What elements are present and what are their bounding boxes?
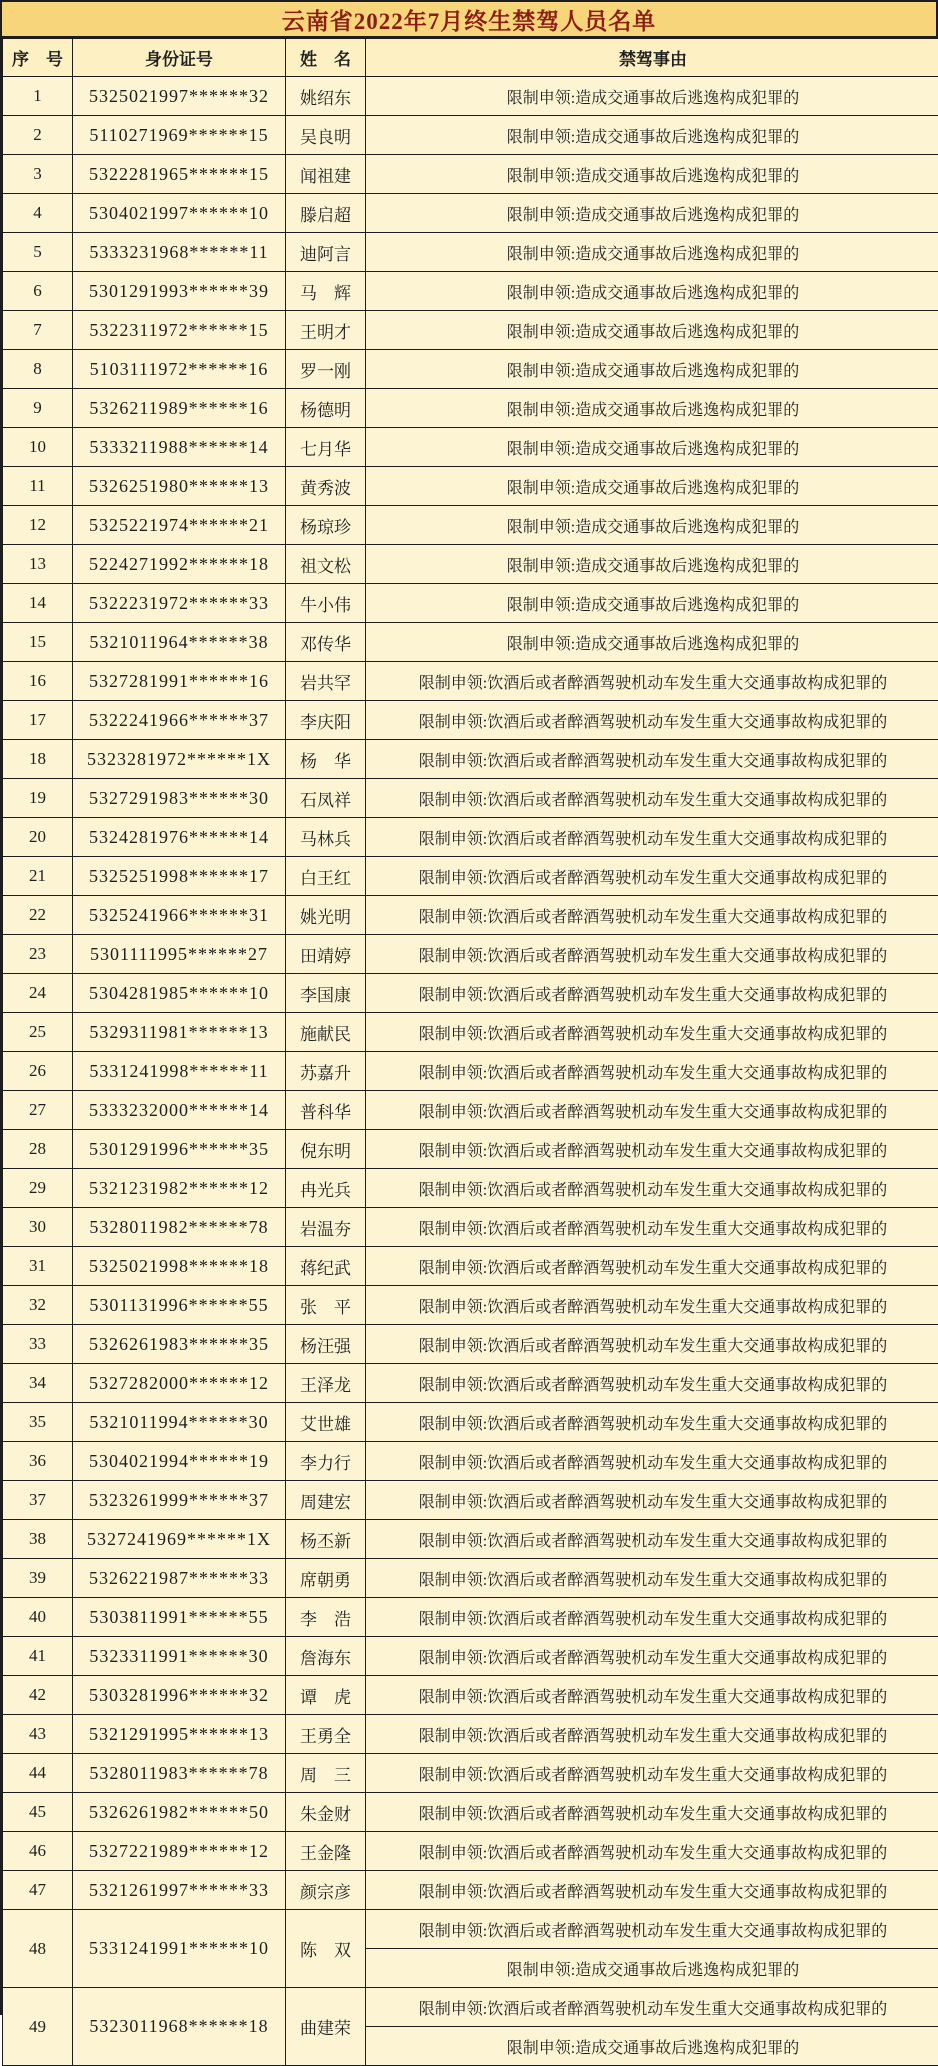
seq-cell: 44 xyxy=(3,1754,73,1793)
id-cell: 5322231972******33 xyxy=(73,584,286,623)
seq-cell: 38 xyxy=(3,1520,73,1559)
id-cell: 5323011968******18 xyxy=(73,1988,286,2066)
id-cell: 5328011982******78 xyxy=(73,1208,286,1247)
name-cell: 周建宏 xyxy=(286,1481,366,1520)
id-cell: 5326251980******13 xyxy=(73,467,286,506)
page-title: 云南省2022年7月终生禁驾人员名单 xyxy=(2,2,936,38)
reason-cell: 限制申领:饮酒后或者醉酒驾驶机动车发生重大交通事故构成犯罪的 xyxy=(366,1208,938,1247)
name-cell: 施献民 xyxy=(286,1013,366,1052)
id-cell: 5326221987******33 xyxy=(73,1559,286,1598)
name-cell: 杨德明 xyxy=(286,389,366,428)
name-cell: 张 平 xyxy=(286,1286,366,1325)
name-cell: 田靖婷 xyxy=(286,935,366,974)
seq-cell: 1 xyxy=(3,77,73,116)
name-cell: 石凤祥 xyxy=(286,779,366,818)
id-cell: 5333211988******14 xyxy=(73,428,286,467)
table-row xyxy=(3,701,938,740)
id-cell: 5323311991******30 xyxy=(73,1637,286,1676)
table-row xyxy=(3,1676,938,1715)
seq-cell: 25 xyxy=(3,1013,73,1052)
reason-cell: 限制申领:造成交通事故后逃逸构成犯罪的 xyxy=(366,2027,938,2066)
table-row xyxy=(3,623,938,662)
seq-cell: 7 xyxy=(3,311,73,350)
seq-cell: 42 xyxy=(3,1676,73,1715)
seq-cell: 33 xyxy=(3,1325,73,1364)
name-cell: 岩温夯 xyxy=(286,1208,366,1247)
seq-cell: 47 xyxy=(3,1871,73,1910)
table-row xyxy=(3,779,938,818)
name-cell: 冉光兵 xyxy=(286,1169,366,1208)
seq-cell: 9 xyxy=(3,389,73,428)
reason-cell: 限制申领:饮酒后或者醉酒驾驶机动车发生重大交通事故构成犯罪的 xyxy=(366,1052,938,1091)
reason-cell: 限制申领:饮酒后或者醉酒驾驶机动车发生重大交通事故构成犯罪的 xyxy=(366,1676,938,1715)
reason-cell: 限制申领:饮酒后或者醉酒驾驶机动车发生重大交通事故构成犯罪的 xyxy=(366,662,938,701)
reason-cell: 限制申领:饮酒后或者醉酒驾驶机动车发生重大交通事故构成犯罪的 xyxy=(366,1559,938,1598)
id-cell: 5304021997******10 xyxy=(73,194,286,233)
id-cell: 5301131996******55 xyxy=(73,1286,286,1325)
reason-cell: 限制申领:造成交通事故后逃逸构成犯罪的 xyxy=(366,584,938,623)
id-cell: 5325021997******32 xyxy=(73,77,286,116)
table-row xyxy=(3,974,938,1013)
seq-cell: 40 xyxy=(3,1598,73,1637)
seq-cell: 14 xyxy=(3,584,73,623)
id-cell: 5331241998******11 xyxy=(73,1052,286,1091)
table-row xyxy=(3,1130,938,1169)
reason-cell: 限制申领:造成交通事故后逃逸构成犯罪的 xyxy=(366,116,938,155)
seq-cell: 13 xyxy=(3,545,73,584)
seq-cell: 45 xyxy=(3,1793,73,1832)
id-cell: 5323281972******1X xyxy=(73,740,286,779)
seq-cell: 49 xyxy=(3,1988,73,2066)
reason-cell: 限制申领:造成交通事故后逃逸构成犯罪的 xyxy=(366,311,938,350)
name-cell: 马 辉 xyxy=(286,272,366,311)
table-row xyxy=(3,350,938,389)
id-cell: 5110271969******15 xyxy=(73,116,286,155)
table-row xyxy=(3,194,938,233)
seq-cell: 8 xyxy=(3,350,73,389)
id-cell: 5326261983******35 xyxy=(73,1325,286,1364)
col-header-reason: 禁驾事由 xyxy=(366,39,938,77)
name-cell: 朱金财 xyxy=(286,1793,366,1832)
name-cell: 曲建荣 xyxy=(286,1988,366,2066)
id-cell: 5323261999******37 xyxy=(73,1481,286,1520)
reason-cell: 限制申领:饮酒后或者醉酒驾驶机动车发生重大交通事故构成犯罪的 xyxy=(366,1403,938,1442)
reason-cell: 限制申领:饮酒后或者醉酒驾驶机动车发生重大交通事故构成犯罪的 xyxy=(366,896,938,935)
reason-cell: 限制申领:造成交通事故后逃逸构成犯罪的 xyxy=(366,272,938,311)
id-cell: 5321011964******38 xyxy=(73,623,286,662)
table-row xyxy=(3,1052,938,1091)
seq-cell: 18 xyxy=(3,740,73,779)
id-cell: 5326261982******50 xyxy=(73,1793,286,1832)
name-cell: 李庆阳 xyxy=(286,701,366,740)
id-cell: 5322281965******15 xyxy=(73,155,286,194)
seq-cell: 41 xyxy=(3,1637,73,1676)
table-row xyxy=(3,1403,938,1442)
seq-cell: 39 xyxy=(3,1559,73,1598)
table-row xyxy=(3,857,938,896)
reason-cell: 限制申领:饮酒后或者醉酒驾驶机动车发生重大交通事故构成犯罪的 xyxy=(366,1754,938,1793)
id-cell: 5325251998******17 xyxy=(73,857,286,896)
id-cell: 5321291995******13 xyxy=(73,1715,286,1754)
id-cell: 5333232000******14 xyxy=(73,1091,286,1130)
name-cell: 杨琼珍 xyxy=(286,506,366,545)
id-cell: 5327221989******12 xyxy=(73,1832,286,1871)
id-cell: 5301291996******35 xyxy=(73,1130,286,1169)
reason-cell: 限制申领:造成交通事故后逃逸构成犯罪的 xyxy=(366,506,938,545)
reason-cell: 限制申领:饮酒后或者醉酒驾驶机动车发生重大交通事故构成犯罪的 xyxy=(366,701,938,740)
table-row xyxy=(3,662,938,701)
table-row xyxy=(3,935,938,974)
seq-cell: 22 xyxy=(3,896,73,935)
id-cell: 5327281991******16 xyxy=(73,662,286,701)
id-cell: 5326211989******16 xyxy=(73,389,286,428)
name-cell: 罗一刚 xyxy=(286,350,366,389)
table-row xyxy=(3,1598,938,1637)
seq-cell: 17 xyxy=(3,701,73,740)
id-cell: 5333231968******11 xyxy=(73,233,286,272)
name-cell: 王明才 xyxy=(286,311,366,350)
id-cell: 5224271992******18 xyxy=(73,545,286,584)
name-cell: 陈 双 xyxy=(286,1910,366,1988)
name-cell: 姚光明 xyxy=(286,896,366,935)
seq-cell: 6 xyxy=(3,272,73,311)
name-cell: 苏嘉升 xyxy=(286,1052,366,1091)
reason-cell: 限制申领:饮酒后或者醉酒驾驶机动车发生重大交通事故构成犯罪的 xyxy=(366,1598,938,1637)
table-row xyxy=(3,740,938,779)
table-body xyxy=(3,77,938,2066)
reason-cell: 限制申领:饮酒后或者醉酒驾驶机动车发生重大交通事故构成犯罪的 xyxy=(366,1910,938,1949)
table-row xyxy=(3,1091,938,1130)
table-row xyxy=(3,428,938,467)
table-row xyxy=(3,506,938,545)
id-cell: 5321231982******12 xyxy=(73,1169,286,1208)
table-row xyxy=(3,1169,938,1208)
name-cell: 艾世雄 xyxy=(286,1403,366,1442)
name-cell: 詹海东 xyxy=(286,1637,366,1676)
id-cell: 5329311981******13 xyxy=(73,1013,286,1052)
id-cell: 5327282000******12 xyxy=(73,1364,286,1403)
name-cell: 王金隆 xyxy=(286,1832,366,1871)
seq-cell: 32 xyxy=(3,1286,73,1325)
id-cell: 5322241966******37 xyxy=(73,701,286,740)
name-cell: 滕启超 xyxy=(286,194,366,233)
table-row xyxy=(3,1832,938,1871)
table-row xyxy=(3,467,938,506)
name-cell: 杨 华 xyxy=(286,740,366,779)
name-cell: 七月华 xyxy=(286,428,366,467)
col-header-name: 姓 名 xyxy=(286,39,366,77)
reason-cell: 限制申领:饮酒后或者醉酒驾驶机动车发生重大交通事故构成犯罪的 xyxy=(366,1169,938,1208)
name-cell: 李 浩 xyxy=(286,1598,366,1637)
table-row xyxy=(3,1520,938,1559)
name-cell: 邓传华 xyxy=(286,623,366,662)
name-cell: 马林兵 xyxy=(286,818,366,857)
id-cell: 5321011994******30 xyxy=(73,1403,286,1442)
name-cell: 颜宗彦 xyxy=(286,1871,366,1910)
header-row xyxy=(3,39,938,77)
seq-cell: 29 xyxy=(3,1169,73,1208)
table-row xyxy=(3,1247,938,1286)
seq-cell: 35 xyxy=(3,1403,73,1442)
table-row xyxy=(3,896,938,935)
seq-cell: 11 xyxy=(3,467,73,506)
id-cell: 5328011983******78 xyxy=(73,1754,286,1793)
ban-table xyxy=(2,38,938,2066)
table-row xyxy=(3,1442,938,1481)
table-row xyxy=(3,545,938,584)
seq-cell: 27 xyxy=(3,1091,73,1130)
reason-cell: 限制申领:饮酒后或者醉酒驾驶机动车发生重大交通事故构成犯罪的 xyxy=(366,1013,938,1052)
name-cell: 祖文松 xyxy=(286,545,366,584)
name-cell: 吴良明 xyxy=(286,116,366,155)
reason-cell: 限制申领:饮酒后或者醉酒驾驶机动车发生重大交通事故构成犯罪的 xyxy=(366,1364,938,1403)
name-cell: 王勇全 xyxy=(286,1715,366,1754)
reason-cell: 限制申领:饮酒后或者醉酒驾驶机动车发生重大交通事故构成犯罪的 xyxy=(366,1247,938,1286)
seq-cell: 5 xyxy=(3,233,73,272)
id-cell: 5103111972******16 xyxy=(73,350,286,389)
name-cell: 王泽龙 xyxy=(286,1364,366,1403)
name-cell: 姚绍东 xyxy=(286,77,366,116)
id-cell: 5301291993******39 xyxy=(73,272,286,311)
seq-cell: 20 xyxy=(3,818,73,857)
name-cell: 蒋纪武 xyxy=(286,1247,366,1286)
table-row xyxy=(3,1559,938,1598)
reason-cell: 限制申领:造成交通事故后逃逸构成犯罪的 xyxy=(366,545,938,584)
id-cell: 5303811991******55 xyxy=(73,1598,286,1637)
reason-cell: 限制申领:饮酒后或者醉酒驾驶机动车发生重大交通事故构成犯罪的 xyxy=(366,1871,938,1910)
reason-cell: 限制申领:造成交通事故后逃逸构成犯罪的 xyxy=(366,194,938,233)
table-row xyxy=(3,1871,938,1910)
id-cell: 5303281996******32 xyxy=(73,1676,286,1715)
table-row xyxy=(3,1286,938,1325)
reason-cell: 限制申领:造成交通事故后逃逸构成犯罪的 xyxy=(366,428,938,467)
seq-cell: 12 xyxy=(3,506,73,545)
col-header-seq: 序 号 xyxy=(3,39,73,77)
reason-cell: 限制申领:饮酒后或者醉酒驾驶机动车发生重大交通事故构成犯罪的 xyxy=(366,818,938,857)
seq-cell: 28 xyxy=(3,1130,73,1169)
table-row xyxy=(3,1910,938,1949)
table-row xyxy=(3,1325,938,1364)
seq-cell: 26 xyxy=(3,1052,73,1091)
id-cell: 5325021998******18 xyxy=(73,1247,286,1286)
reason-cell: 限制申领:饮酒后或者醉酒驾驶机动车发生重大交通事故构成犯罪的 xyxy=(366,1988,938,2027)
table-row xyxy=(3,1637,938,1676)
id-cell: 5322311972******15 xyxy=(73,311,286,350)
table-row xyxy=(3,233,938,272)
table-row xyxy=(3,389,938,428)
seq-cell: 21 xyxy=(3,857,73,896)
seq-cell: 10 xyxy=(3,428,73,467)
table-row xyxy=(3,116,938,155)
reason-cell: 限制申领:饮酒后或者醉酒驾驶机动车发生重大交通事故构成犯罪的 xyxy=(366,935,938,974)
name-cell: 李力行 xyxy=(286,1442,366,1481)
reason-cell: 限制申领:造成交通事故后逃逸构成犯罪的 xyxy=(366,1949,938,1988)
seq-cell: 43 xyxy=(3,1715,73,1754)
reason-cell: 限制申领:饮酒后或者醉酒驾驶机动车发生重大交通事故构成犯罪的 xyxy=(366,1520,938,1559)
name-cell: 杨丕新 xyxy=(286,1520,366,1559)
table-row xyxy=(3,311,938,350)
name-cell: 黄秀波 xyxy=(286,467,366,506)
reason-cell: 限制申领:造成交通事故后逃逸构成犯罪的 xyxy=(366,623,938,662)
name-cell: 牛小伟 xyxy=(286,584,366,623)
id-cell: 5301111995******27 xyxy=(73,935,286,974)
seq-cell: 30 xyxy=(3,1208,73,1247)
reason-cell: 限制申领:饮酒后或者醉酒驾驶机动车发生重大交通事故构成犯罪的 xyxy=(366,1715,938,1754)
seq-cell: 3 xyxy=(3,155,73,194)
id-cell: 5321261997******33 xyxy=(73,1871,286,1910)
name-cell: 李国康 xyxy=(286,974,366,1013)
seq-cell: 36 xyxy=(3,1442,73,1481)
seq-cell: 19 xyxy=(3,779,73,818)
reason-cell: 限制申领:饮酒后或者醉酒驾驶机动车发生重大交通事故构成犯罪的 xyxy=(366,1091,938,1130)
name-cell: 周 三 xyxy=(286,1754,366,1793)
reason-cell: 限制申领:饮酒后或者醉酒驾驶机动车发生重大交通事故构成犯罪的 xyxy=(366,974,938,1013)
seq-cell: 15 xyxy=(3,623,73,662)
id-cell: 5327241969******1X xyxy=(73,1520,286,1559)
table-row xyxy=(3,1481,938,1520)
reason-cell: 限制申领:饮酒后或者醉酒驾驶机动车发生重大交通事故构成犯罪的 xyxy=(366,740,938,779)
name-cell: 杨汪强 xyxy=(286,1325,366,1364)
reason-cell: 限制申领:造成交通事故后逃逸构成犯罪的 xyxy=(366,77,938,116)
name-cell: 闻祖建 xyxy=(286,155,366,194)
table-row xyxy=(3,1013,938,1052)
reason-cell: 限制申领:饮酒后或者醉酒驾驶机动车发生重大交通事故构成犯罪的 xyxy=(366,1325,938,1364)
seq-cell: 34 xyxy=(3,1364,73,1403)
seq-cell: 23 xyxy=(3,935,73,974)
table-row xyxy=(3,1754,938,1793)
id-cell: 5331241991******10 xyxy=(73,1910,286,1988)
table-row xyxy=(3,272,938,311)
name-cell: 倪东明 xyxy=(286,1130,366,1169)
reason-cell: 限制申领:造成交通事故后逃逸构成犯罪的 xyxy=(366,389,938,428)
table-row xyxy=(3,155,938,194)
seq-cell: 16 xyxy=(3,662,73,701)
reason-cell: 限制申领:饮酒后或者醉酒驾驶机动车发生重大交通事故构成犯罪的 xyxy=(366,1130,938,1169)
name-cell: 谭 虎 xyxy=(286,1676,366,1715)
id-cell: 5324281976******14 xyxy=(73,818,286,857)
reason-cell: 限制申领:饮酒后或者醉酒驾驶机动车发生重大交通事故构成犯罪的 xyxy=(366,1481,938,1520)
reason-cell: 限制申领:饮酒后或者醉酒驾驶机动车发生重大交通事故构成犯罪的 xyxy=(366,779,938,818)
name-cell: 迪阿言 xyxy=(286,233,366,272)
name-cell: 席朝勇 xyxy=(286,1559,366,1598)
table-row xyxy=(3,77,938,116)
name-cell: 普科华 xyxy=(286,1091,366,1130)
id-cell: 5327291983******30 xyxy=(73,779,286,818)
table-row xyxy=(3,1988,938,2027)
reason-cell: 限制申领:造成交通事故后逃逸构成犯罪的 xyxy=(366,233,938,272)
id-cell: 5304021994******19 xyxy=(73,1442,286,1481)
seq-cell: 24 xyxy=(3,974,73,1013)
reason-cell: 限制申领:饮酒后或者醉酒驾驶机动车发生重大交通事故构成犯罪的 xyxy=(366,1637,938,1676)
seq-cell: 37 xyxy=(3,1481,73,1520)
id-cell: 5304281985******10 xyxy=(73,974,286,1013)
table-row xyxy=(3,1364,938,1403)
seq-cell: 31 xyxy=(3,1247,73,1286)
reason-cell: 限制申领:造成交通事故后逃逸构成犯罪的 xyxy=(366,155,938,194)
name-cell: 白王红 xyxy=(286,857,366,896)
reason-cell: 限制申领:饮酒后或者醉酒驾驶机动车发生重大交通事故构成犯罪的 xyxy=(366,1286,938,1325)
table-row xyxy=(3,1715,938,1754)
table-row xyxy=(3,584,938,623)
id-cell: 5325241966******31 xyxy=(73,896,286,935)
reason-cell: 限制申领:饮酒后或者醉酒驾驶机动车发生重大交通事故构成犯罪的 xyxy=(366,857,938,896)
reason-cell: 限制申领:饮酒后或者醉酒驾驶机动车发生重大交通事故构成犯罪的 xyxy=(366,1832,938,1871)
reason-cell: 限制申领:饮酒后或者醉酒驾驶机动车发生重大交通事故构成犯罪的 xyxy=(366,1442,938,1481)
seq-cell: 46 xyxy=(3,1832,73,1871)
id-cell: 5325221974******21 xyxy=(73,506,286,545)
seq-cell: 48 xyxy=(3,1910,73,1988)
seq-cell: 2 xyxy=(3,116,73,155)
name-cell: 岩共罕 xyxy=(286,662,366,701)
reason-cell: 限制申领:造成交通事故后逃逸构成犯罪的 xyxy=(366,467,938,506)
seq-cell: 4 xyxy=(3,194,73,233)
reason-cell: 限制申领:饮酒后或者醉酒驾驶机动车发生重大交通事故构成犯罪的 xyxy=(366,1793,938,1832)
reason-cell: 限制申领:造成交通事故后逃逸构成犯罪的 xyxy=(366,350,938,389)
table-row xyxy=(3,818,938,857)
table-row xyxy=(3,1793,938,1832)
col-header-id: 身份证号 xyxy=(73,39,286,77)
table-row xyxy=(3,1208,938,1247)
